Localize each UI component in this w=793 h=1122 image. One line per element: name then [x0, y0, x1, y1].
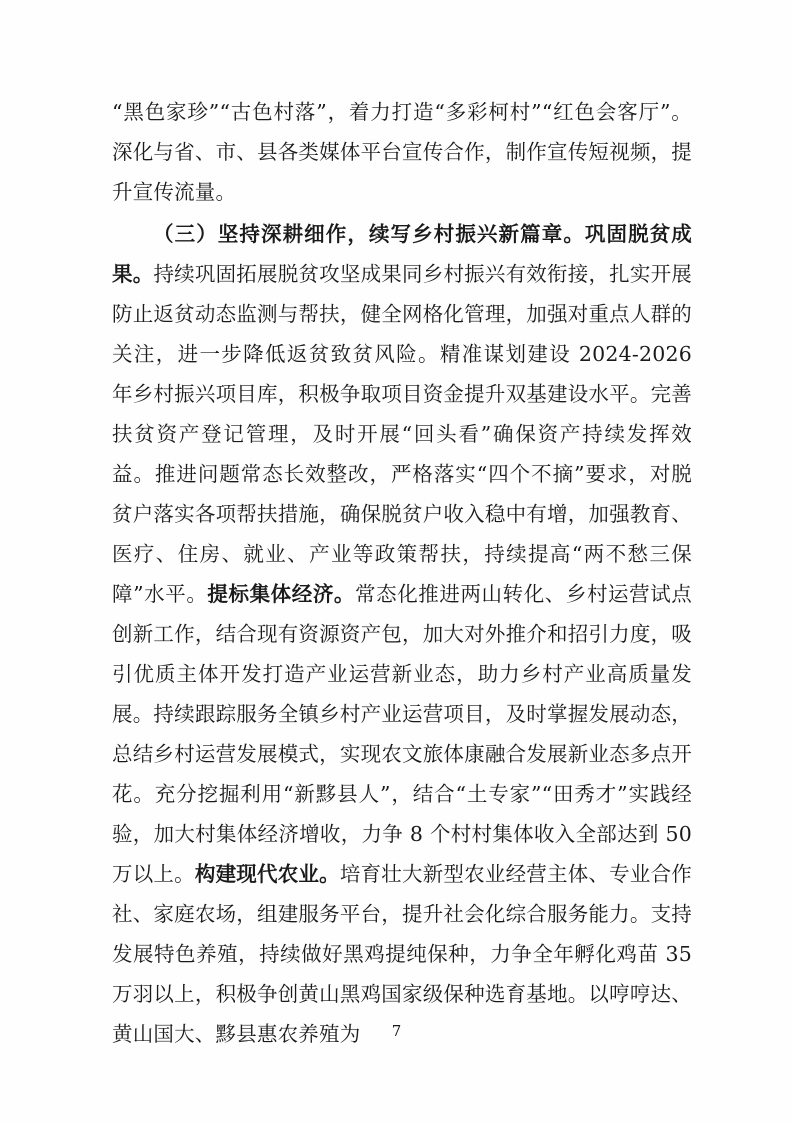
text-run: 常态化推进两山转化、乡村运营试点创新工作，结合现有资源资产包，加大对外推介和招引力度，吸引优质主体开发打造产业运营新业态，助力乡村产业高质量发展。持续跟踪服务全镇乡村产业运营项目，及时掌握发展动态，总结乡村运营发展模式，实现农文旅体康融合发展新业态多点开花。充分挖掘利用“新黟县人”，结合“土专家”“田秀才”实践经验，加大村集体经济增收，力争 8 个村村集体收入全部达到 50 万以上。 [112, 582, 693, 886]
document-body [112, 92, 692, 1054]
text-run-bold: 提标集体经济。 [207, 582, 356, 606]
text-run: 持续巩固拓展脱贫攻坚成果同乡村振兴有效衔接，扎实开展防止返贫动态监测与帮扶，健全网格化管理，加强对重点人群的关注，进一步降低返贫致贫风险。精准谋划建设 2024-2026 年乡村振兴项目库，积极争取项目资金提升双基建设水平。完善扶贫资产登记管理，及时开展“回头看”确保资产持续发挥效益。推进问题常态长效整改，严格落实“四个不摘”要求，对脱贫户落实各项帮扶措施，确保脱贫户收入稳中有增，加强教育、医疗、住房、就业、产业等政策帮扶，持续提高“两不愁三保障”水平。 [112, 262, 692, 606]
page-number: 7 [391, 1022, 402, 1040]
text-run-bold: （三）坚持深耕细作，续写乡村振兴新篇章。巩固脱贫成果。 [112, 222, 692, 286]
text-run: “黑色家珍”“古色村落”，着力打造“多彩柯村”“红色会客厅”。深化与省、市、县各类媒体平台宣传合作，制作宣传短视频，提升宣传流量。 [112, 100, 692, 204]
text-run: 培育壮大新型农业经营主体、专业合作社、家庭农场，组建服务平台，提升社会化综合服务能力。支持发展特色养殖，持续做好黑鸡提纯保种，力争全年孵化鸡苗 35 万羽以上，积极争创黄山黑鸡国家级保种选育基地。以哼哼达、黄山国大、黟县惠农养殖为 [112, 862, 692, 1046]
paragraph-1 [112, 92, 692, 212]
paragraph-2 [112, 214, 692, 1054]
text-run-bold: 构建现代农业。 [194, 862, 340, 886]
